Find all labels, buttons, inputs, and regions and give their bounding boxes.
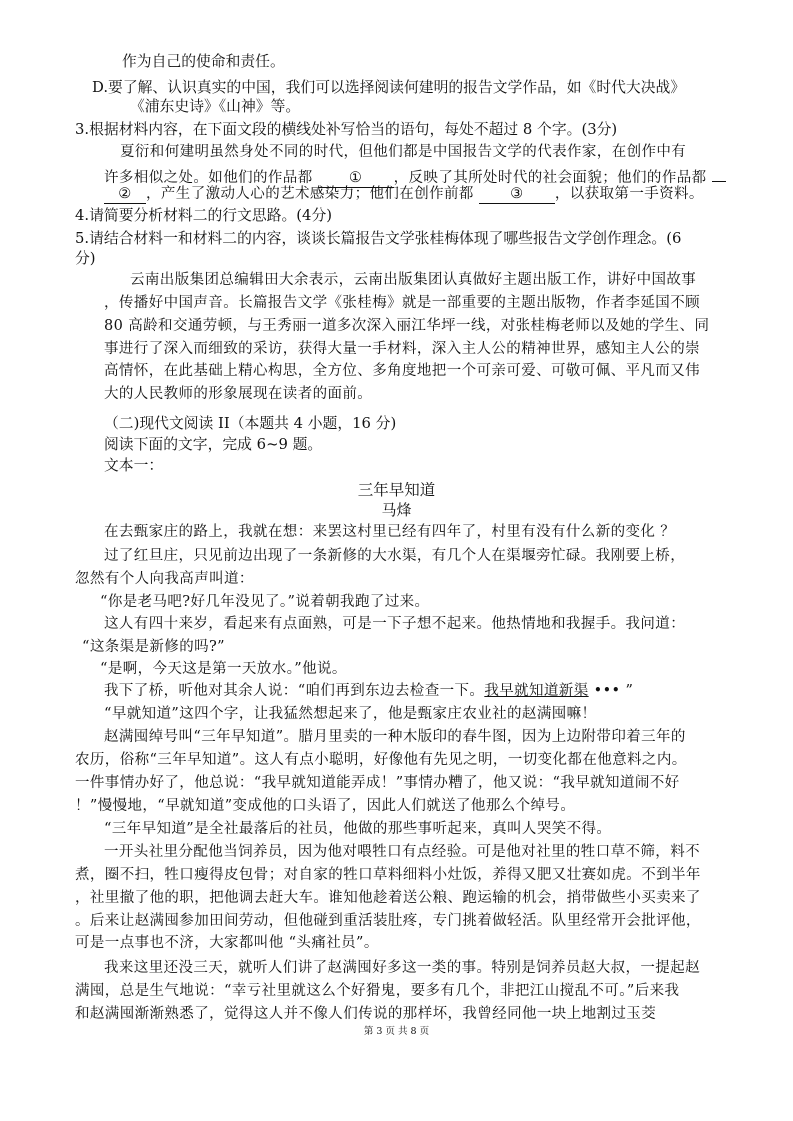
passage-text: ，以获取第一手资料。 (554, 186, 704, 202)
story-line-11: 农历，俗称“三年早知道”。这人有点小聪明，好像他有先见之明，一切变化都在他意料之内。 (75, 752, 687, 768)
story-line-6: “这条渠是新修的吗?” (82, 639, 225, 655)
story-line-8 (104, 681, 633, 701)
option-d-line1: D.要了解、认识真实的中国，我们可以选择阅读何建明的报告文学作品，如《时代大决战》 (92, 79, 686, 96)
question-3-passage-line1: 夏衍和何建明虽然身处不同的时代，但他们都是中国报告文学的代表作家，在创作中有 (120, 144, 687, 160)
passage-text: ，反映了其所处时代的社会面貌；他们的作品都 (393, 170, 707, 186)
material-line2: ，传播好中国声音。长篇报告文学《张桂梅》就是一部重要的主题出版物，作者李延国不顾 (104, 295, 700, 311)
story-line-5: 这人有四十来岁，看起来有点面熟，可是一下子想不起来。他热情地和我握手。我问道： (104, 616, 686, 632)
story-line-14: “三年早知道”是全社最落后的社员，他做的那些事听起来，真叫人哭笑不得。 (104, 821, 612, 837)
passage-text: 许多相似之处。如他们的作品都 (104, 170, 313, 186)
answer-blank-2-start[interactable] (712, 163, 726, 182)
story-line-13: ！”慢慢地，“早就知道”变成他的口头语了，因此人们就送了他那么个绰号。 (75, 798, 576, 814)
question-5-prompt-line1: 5.请结合材料一和材料二的内容，谈谈长篇报告文学张桂梅体现了哪些报告文学创作理念。(6 (75, 230, 682, 247)
section-heading: （二)现代文阅读 II（本题共 4 小题，16 分) (104, 415, 397, 432)
story-line-1: 在去甄家庄的路上，我就在想：来罢这村里已经有四年了，村里有没有什么新的变化 ？ (104, 524, 676, 540)
story-line-21: 满囤，总是生气地说：“幸亏社里就这么个好猾鬼，要多有几个，非把江山搅乱不可。”后来我 (75, 983, 680, 999)
story-line-15: 一开头社里分配他当饲养员，因为他对喂牲口有点经验。可是他对社里的牲口草不筛，料不 (104, 844, 700, 860)
question-4-prompt: 4.请简要分析材料二的行文思路。(4分) (75, 207, 333, 224)
story-line-12: 一件事情办好了，他总说：“我早就知道能弄成！”事情办糟了，他又说：“我早就知道闹不好 (75, 775, 680, 791)
material-line6: 大的人民教师的形象展现在读者的面前。 (104, 386, 373, 402)
story-text: 我下了桥，听他对其余人说：“咱们再到东边去检查一下。 (104, 683, 485, 699)
story-text: ••• ” (588, 683, 634, 699)
answer-blank-3[interactable]: ③ (479, 185, 555, 204)
story-line-19: 可是一点事也不济，大家都叫他 “头痛社员”。 (75, 935, 379, 951)
material-line3: 80 高龄和交通劳顿，与王秀丽一道多次深入丽江华坪一线，对张桂梅老师以及她的学生、同 (104, 318, 710, 334)
passage-text: ，产生了激动人心的艺术感染力；他们在创作前都 (146, 186, 474, 202)
section-instruction: 阅读下面的文字，完成 6~9 题。 (104, 436, 323, 453)
story-line-7: “是啊，今天这是第一天放水。”他说。 (100, 661, 347, 677)
story-line-16: 煮，圈不扫，牲口瘦得皮包骨；对自家的牲口草料细料小灶饭，养得又肥又壮赛如虎。不到半年 (75, 867, 701, 883)
option-d-line2: 《浦东史诗》《山神》等。 (130, 98, 301, 115)
underlined-phrase: 我早就知道新渠 (484, 683, 589, 699)
story-line-2: 过了红旦庄，只见前边出现了一条新修的大水渠，有几个人在渠堰旁忙碌。我刚要上桥， (104, 548, 686, 564)
story-line-18: 。后来让赵满囤参加田间劳动，但他碰到重活装肚疼，专门挑着做轻活。队里经常开会批评他， (75, 913, 701, 929)
material-line4: 事进行了深入而细致的采访，获得大量一手材料，深入主人公的精神世界，感知主人公的崇 (104, 341, 700, 357)
question-3-passage-line3 (104, 184, 704, 204)
text-label: 文本一： (104, 457, 164, 474)
answer-blank-1[interactable]: ① (318, 169, 394, 188)
story-author: 马烽 (381, 501, 412, 519)
story-line-17: ，社里撤了他的职，把他调去赶大车。谁知他趁着送公粮、跑运输的机会，捎带做些小买卖来了 (75, 890, 701, 906)
answer-blank-2[interactable]: ② (104, 185, 146, 204)
story-line-3: 忽然有个人向我高声叫道： (75, 571, 254, 587)
story-line-22: 和赵满囤渐渐熟悉了，觉得这人并不像人们传说的那样坏，我曾经同他一块上地割过玉茭 (75, 1006, 657, 1022)
story-line-10: 赵满囤绰号叫“三年早知道”。腊月里卖的一种木版印的春牛图，因为上边附带印着三年的 (104, 729, 686, 745)
story-line-20: 我来这里还没三天，就听人们讲了赵满囤好多这一类的事。特别是饲养员赵大叔，一提起赵 (104, 960, 700, 976)
top-line: 作为自己的使命和责任。 (122, 53, 285, 70)
question-3-prompt: 3.根据材料内容，在下面文段的横线处补写恰当的语句，每处不超过 8 个字。(3分) (75, 121, 618, 138)
story-title: 三年早知道 (357, 481, 436, 499)
question-5-prompt-line2: 分) (75, 250, 96, 267)
story-line-9: “早就知道”这四个字，让我猛然想起来了，他是甄家庄农业社的赵满囤嘛！ (104, 706, 597, 722)
page-number: 第 3 页 共 8 页 (363, 1026, 430, 1037)
story-line-4: “你是老马吧?好几年没见了。”说着朝我跑了过来。 (100, 594, 430, 610)
material-line1: 云南出版集团总编辑田大余表示，云南出版集团认真做好主题出版工作，讲好中国故事 (130, 272, 697, 288)
material-line5: 高情怀，在此基础上精心构思，全方位、多角度地把一个可亲可爱、可敬可佩、平凡而又伟 (104, 363, 700, 379)
